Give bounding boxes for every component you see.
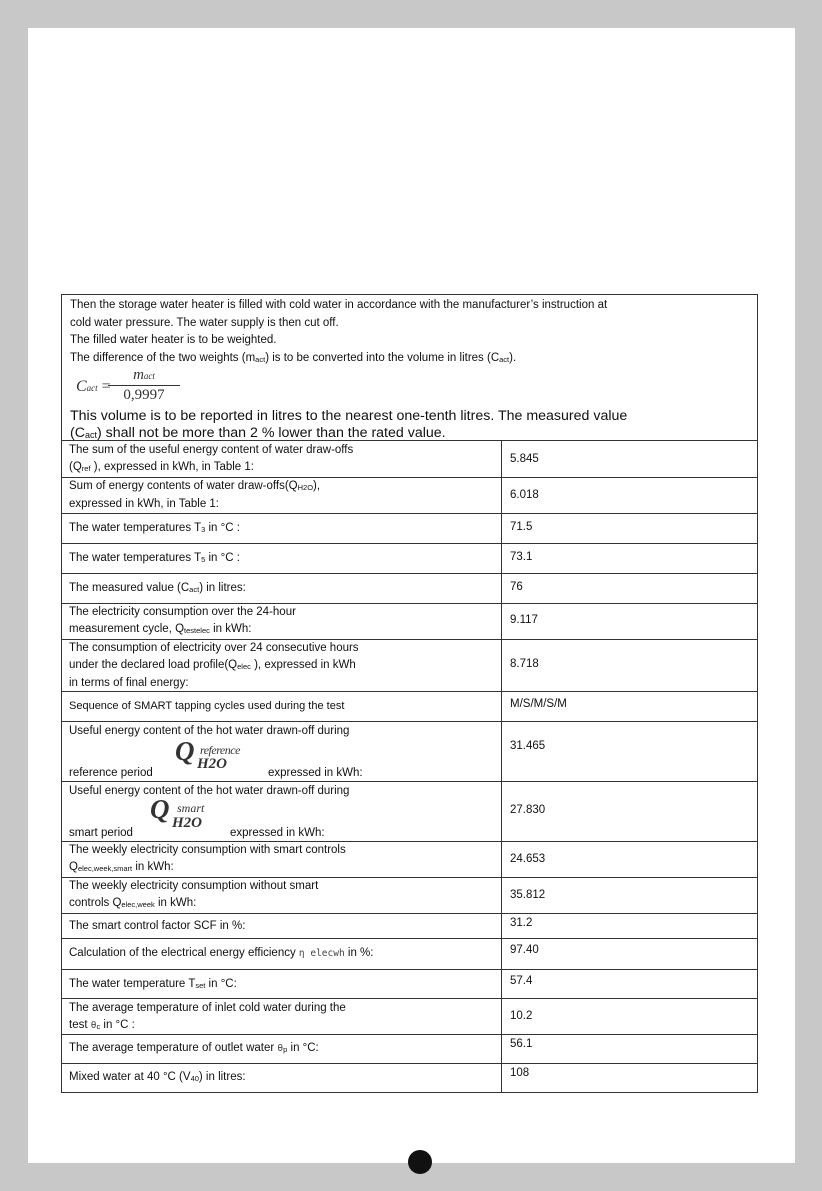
table-row (62, 1035, 757, 1064)
intro-line-3: The filled water heater is to be weighted. (70, 334, 277, 347)
table-row (62, 914, 757, 939)
row-value: 108 (510, 1067, 530, 1079)
row-value: 57.4 (510, 975, 533, 987)
row-value: 97.40 (510, 944, 539, 956)
test-data-table (61, 294, 758, 1093)
table-row (62, 574, 757, 604)
intro-line-4-part-a: The difference of the two weights (m (70, 351, 256, 364)
intro-big-line-1: This volume is to be reported in litres to the nearest one-tenth litres. The measured value (70, 408, 628, 425)
row-label: The water temperatures T3 in °C : (62, 514, 502, 543)
row-label: The smart control factor SCF in %: (62, 914, 502, 938)
formula-equals: = (101, 378, 111, 396)
row-value: 76 (510, 581, 523, 593)
row-label: The water temperature Tset in °C: (62, 970, 502, 998)
intro-cell (62, 295, 757, 441)
row-value: 73.1 (510, 551, 533, 563)
row-label: Useful energy content of the hot water drawn-off during reference period Q reference H2O expressed in kWh: (62, 722, 502, 781)
formula-numerator: mact (133, 367, 155, 384)
table-row (62, 478, 757, 514)
row-label: The water temperatures T5 in °C : (62, 544, 502, 573)
row-label: The weekly electricity consumption with smart controls Qelec,week,smart in kWh: (62, 842, 502, 877)
table-row (62, 514, 757, 544)
formula-denominator: 0,9997 (123, 387, 165, 404)
row-label: Useful energy content of the hot water drawn-off during smart period Q smart H2O expressed in kWh: (62, 782, 502, 841)
row-label: The electricity consumption over the 24-hour measurement cycle, Qtestelec in kWh: (62, 604, 502, 639)
intro-line-2: cold water pressure. The water supply is then cut off. (70, 316, 339, 329)
row-value: 24.653 (510, 853, 546, 865)
volume-formula (70, 368, 757, 408)
table-row (62, 939, 757, 970)
intro-line-1: Then the storage water heater is filled with cold water in accordance with the manufacturer’s instruction at (70, 299, 608, 311)
table-row (62, 878, 757, 914)
table-row (62, 604, 757, 640)
row-label: The consumption of electricity over 24 consecutive hours under the declared load profile(Qelec ), expressed in kWh in terms of final energy: (62, 640, 502, 691)
intro-big-line-2: (Cact) shall not be more than 2 % lower than the rated value. (70, 425, 446, 442)
intro-line-4-sub2: act (499, 354, 510, 364)
row-label: The average temperature of inlet cold water during the test θc in °C : (62, 999, 502, 1034)
table-row (62, 692, 757, 722)
row-value: 6.018 (510, 489, 539, 501)
page-marker-dot (408, 1150, 432, 1174)
row-label: The sum of the useful energy content of water draw-offs (Qref ), expressed in kWh, in Table 1: (62, 441, 502, 477)
row-value: 9.117 (510, 614, 538, 626)
row-value: 56.1 (510, 1038, 533, 1050)
formula-lhs: C (76, 378, 87, 396)
intro-line-4-part-c: ). (509, 351, 517, 364)
intro-line-4-sub: act (255, 354, 266, 364)
table-row (62, 782, 757, 842)
row-label: Calculation of the electrical energy efficiency η elecwh in %: (62, 939, 502, 969)
row-label: Mixed water at 40 °C (V40) in litres: (62, 1064, 502, 1093)
formula-lhs-sub: act (86, 383, 98, 394)
table-row (62, 970, 757, 999)
row-value: 71.5 (510, 521, 533, 533)
table-row (62, 999, 757, 1035)
table-row (62, 1064, 757, 1093)
row-value: 31.2 (510, 917, 533, 929)
table-row (62, 722, 757, 782)
intro-line-4-part-b: ) is to be converted into the volume in litres (C (265, 351, 500, 364)
row-label: The weekly electricity consumption without smart controls Qelec,week in kWh: (62, 878, 502, 913)
row-label: Sum of energy contents of water draw-offs(QH2O), expressed in kWh, in Table 1: (62, 478, 502, 513)
table-row (62, 544, 757, 574)
row-value: M/S/M/S/M (510, 698, 567, 710)
row-label: Sequence of SMART tapping cycles used during the test (62, 692, 502, 721)
row-value: 31.465 (510, 740, 546, 752)
table-row (62, 640, 757, 692)
table-row (62, 441, 757, 478)
row-label: The measured value (Cact) in litres: (62, 574, 502, 603)
intro-line-4 (70, 350, 757, 369)
row-value: 35.812 (510, 889, 546, 901)
row-value: 8.718 (510, 658, 539, 670)
table-row (62, 842, 757, 878)
row-label: The average temperature of outlet water θp in °C: (62, 1035, 502, 1063)
row-value: 5.845 (510, 453, 539, 465)
row-value: 27.830 (510, 804, 546, 816)
row-value: 10.2 (510, 1010, 533, 1022)
